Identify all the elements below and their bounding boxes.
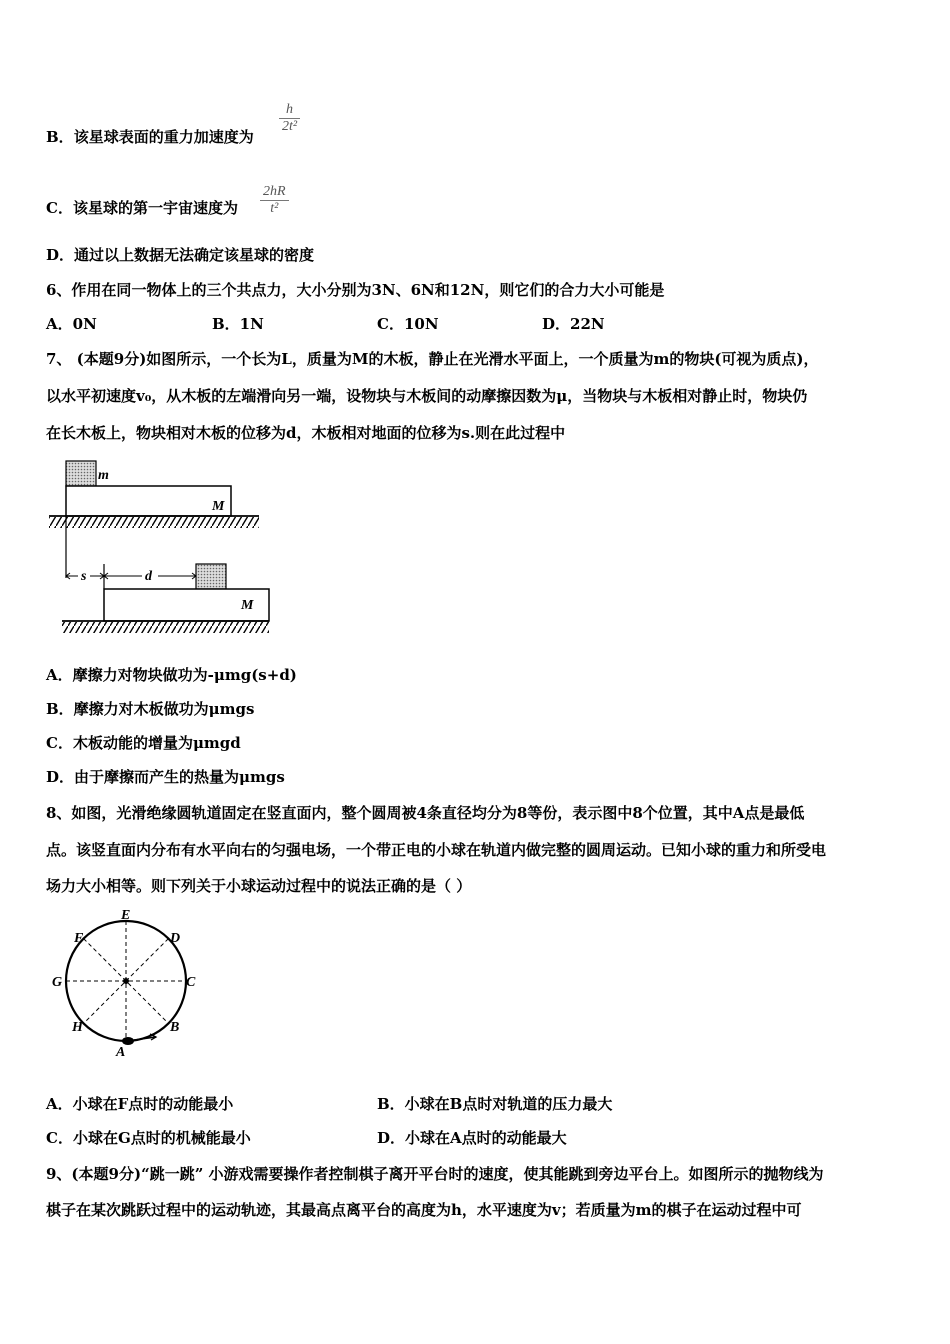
- q8-option-a: A．小球在F点时的动能最小: [46, 1095, 234, 1113]
- q8-circle-track-figure: [44, 905, 204, 1060]
- fraction-denominator: 2t²: [279, 118, 300, 135]
- q5-option-d-text: 通过以上数据无法确定该星球的密度: [74, 246, 315, 264]
- q8-point-F: F: [74, 931, 84, 946]
- q8-option-d: D．小球在A点时的动能最大: [377, 1129, 567, 1147]
- q7-option-a: A．摩擦力对物块做功为-μmg(s+d): [46, 666, 297, 684]
- q8-option-c: C．小球在G点时的机械能最小: [46, 1129, 251, 1147]
- q5-option-b-fraction: [279, 102, 300, 135]
- q7-label-s: s: [81, 569, 87, 584]
- fraction-numerator: 2hR: [263, 184, 286, 199]
- q7-label-d: d: [145, 569, 152, 584]
- q7-label-m: m: [98, 468, 109, 483]
- q6-option-b: B．1N: [212, 315, 264, 333]
- q5-option-c-text: 该星球的第一宇宙速度为: [72, 199, 238, 217]
- fraction-denominator: t²: [260, 200, 289, 217]
- q8-point-G: G: [52, 975, 63, 990]
- q8-point-B: B: [170, 1020, 180, 1035]
- q8-point-E: E: [121, 908, 131, 923]
- q8-stem-line-3: 场力大小相等。则下列关于小球运动过程中的说法正确的是（ ）: [46, 877, 472, 895]
- q6-option-d: D．22N: [542, 315, 605, 333]
- q5-option-c: [46, 198, 238, 218]
- q8-stem-line-2: 点。该竖直面内分布有水平向右的匀强电场，一个带正电的小球在轨道内做完整的圆周运动。已知小球的重力和所受电: [46, 841, 827, 859]
- q8-point-C: C: [186, 975, 196, 990]
- q7-stem-line-1: 7、 (本题9分)如图所示，一个长为L，质量为M的木板，静止在光滑水平面上，一个质量为m的物块(可视为质点)，: [46, 350, 819, 368]
- q5-option-b-text: 该星球表面的重力加速度为: [73, 128, 254, 146]
- q5-option-d-label: D．: [46, 246, 75, 264]
- q7-label-M-bottom: M: [241, 598, 254, 613]
- q5-option-c-fraction: [260, 184, 289, 217]
- q8-point-A: A: [116, 1045, 126, 1060]
- fraction-numerator: h: [286, 102, 294, 117]
- q7-board-top: [66, 486, 231, 516]
- q7-ground-bottom: [62, 622, 269, 633]
- q7-stem-line-2: 以水平初速度v₀，从木板的左端滑向另一端，设物块与木板间的动摩擦因数为μ，当物块与木板相对静止时，物块仍: [46, 387, 808, 405]
- q5-option-c-label: C．: [46, 199, 73, 217]
- q7-option-c: C．木板动能的增量为μmgd: [46, 734, 241, 752]
- q7-ground-top: [49, 517, 259, 528]
- q8-ball: [122, 1037, 134, 1045]
- q5-option-b-label: B．: [46, 128, 74, 146]
- q9-stem-line-1: 9、(本题9分)“跳一跳” 小游戏需要操作者控制棋子离开平台时的速度，使其能跳到旁边平台上。如图所示的抛物线为: [46, 1165, 824, 1183]
- q7-label-M-top: M: [212, 499, 225, 514]
- q8-point-D: D: [170, 931, 181, 946]
- q7-stem-line-3: 在长木板上，物块相对木板的位移为d，木板相对地面的位移为s.则在此过程中: [46, 424, 566, 442]
- q5-option-b: [46, 127, 254, 147]
- q7-board-block-figure: [44, 456, 274, 636]
- q7-option-d: D．由于摩擦而产生的热量为μmgs: [46, 768, 285, 786]
- q7-option-b: B．摩擦力对木板做功为μmgs: [46, 700, 255, 718]
- q7-block-top: [66, 461, 96, 486]
- q8-option-b: B．小球在B点时对轨道的压力最大: [377, 1095, 613, 1113]
- q6-option-a: A．0N: [46, 315, 97, 333]
- q5-option-d: [46, 245, 314, 265]
- q8-point-H: H: [72, 1020, 83, 1035]
- q8-stem-line-1: 8、如图，光滑绝缘圆轨道固定在竖直面内，整个圆周被4条直径均分为8等份，表示图中8个位置，其中A点是最低: [46, 804, 805, 822]
- q7-block-bottom: [196, 564, 226, 589]
- q6-stem: 6、作用在同一物体上的三个共点力，大小分别为3N、6N和12N，则它们的合力大小可能是: [46, 281, 665, 299]
- q9-stem-line-2: 棋子在某次跳跃过程中的运动轨迹，其最高点离平台的高度为h，水平速度为v；若质量为m的棋子在运动过程中可: [46, 1201, 802, 1219]
- q6-option-c: C．10N: [377, 315, 439, 333]
